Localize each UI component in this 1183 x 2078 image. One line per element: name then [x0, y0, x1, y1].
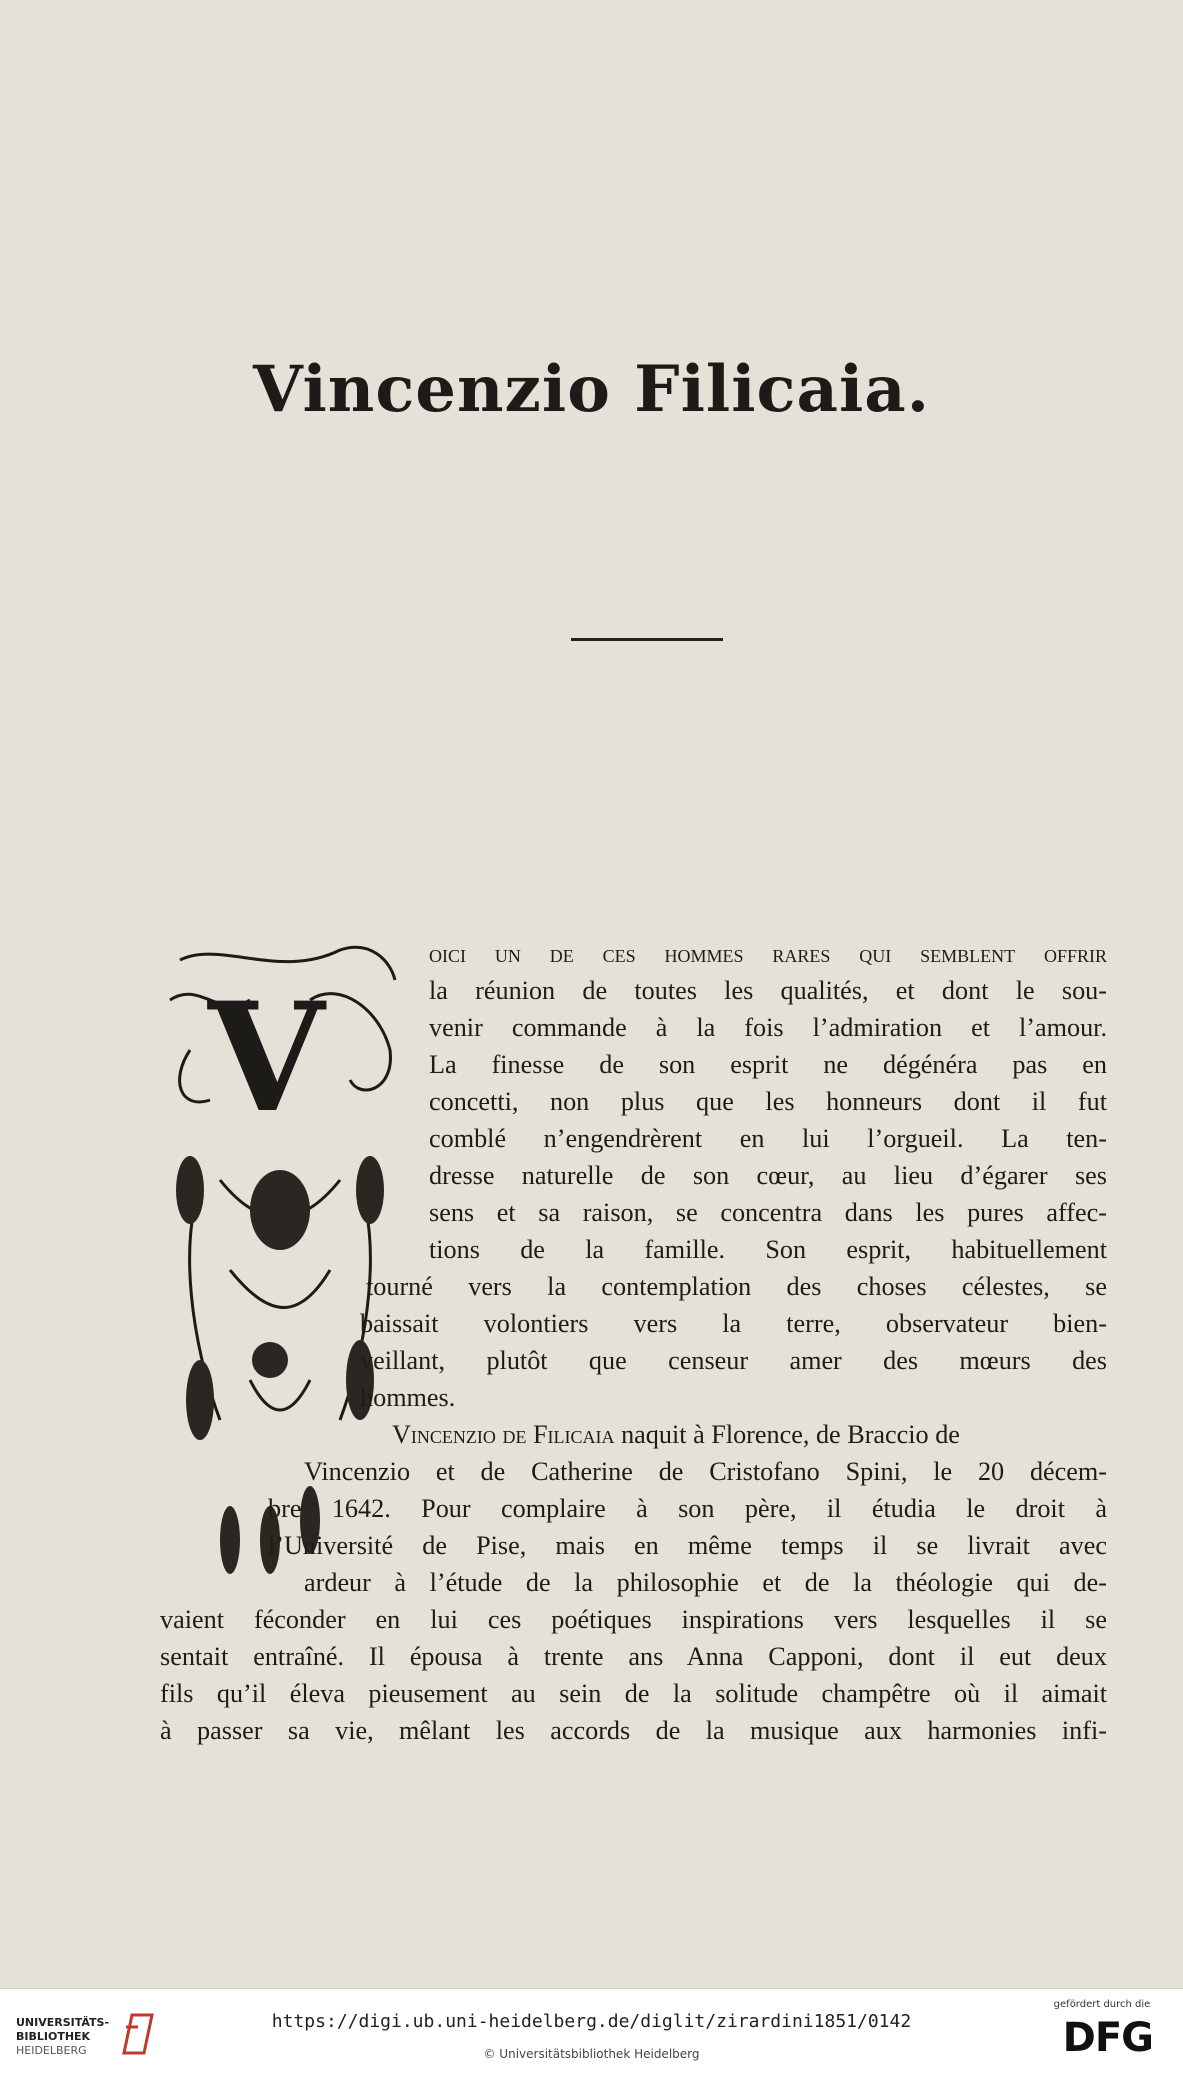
text-line: tions de la famille. Son esprit, habituellement [429, 1235, 1107, 1264]
text-line: oici un de ces hommes rares qui semblent offrir [429, 939, 1107, 968]
text-line: concetti, non plus que les honneurs dont il fut [429, 1087, 1107, 1116]
text-line: hommes. [360, 1383, 456, 1412]
text-line: dresse naturelle de son cœur, au lieu d’égarer ses [429, 1161, 1107, 1190]
text-line: sens et sa raison, se concentra dans les pures affec- [429, 1198, 1107, 1227]
text-line: naquit à Florence, de Braccio de [614, 1420, 960, 1449]
text-line: sentait entraîné. Il épousa à trente ans Anna Capponi, dont il eut deux [160, 1642, 1107, 1671]
text-line: ardeur à l’étude de la philosophie et de la théologie qui de- [304, 1568, 1107, 1597]
body-text [160, 935, 1107, 1749]
text-line: la réunion de toutes les qualités, et dont le sou- [429, 976, 1107, 1005]
text-line: l’Université de Pise, mais en même temps il se livrait avec [268, 1531, 1107, 1560]
text-line: veillant, plutôt que censeur amer des mœurs des [360, 1346, 1107, 1375]
text-line: La finesse de son esprit ne dégénéra pas en [429, 1050, 1107, 1079]
title-divider [571, 638, 723, 641]
text-line: venir commande à la fois l’admiration et l’amour. [429, 1013, 1107, 1042]
author-name: Vincenzio de Filicaia [392, 1420, 615, 1449]
funding-note: gefördert durch die [1053, 1999, 1151, 2010]
permalink-url[interactable]: https://digi.ub.uni-heidelberg.de/diglit/zirardini1851/0142 [271, 2011, 912, 2032]
copyright-notice: © Universitätsbibliothek Heidelberg [483, 2047, 700, 2061]
initial-letter: V [208, 970, 325, 1146]
text-line: fils qu’il éleva pieusement au sein de la solitude champêtre où il aimait [160, 1679, 1107, 1708]
dfg-logo[interactable]: DFG [1062, 2015, 1153, 2061]
library-name: UNIVERSITÄTS- BIBLIOTHEK HEIDELBERG [16, 2016, 110, 2057]
page-title: Vincenzio Filicaia. [252, 352, 931, 427]
text-line: bre 1642. Pour complaire à son père, il étudia le droit à [268, 1494, 1107, 1523]
text-line: vaient féconder en lui ces poétiques inspirations vers lesquelles il se [160, 1605, 1107, 1634]
viewer-footer [0, 1988, 1183, 2078]
text-line: à passer sa vie, mêlant les accords de la musique aux harmonies infi- [160, 1716, 1107, 1745]
text-line: tourné vers la contemplation des choses célestes, se [366, 1272, 1107, 1301]
text-line: baissait volontiers vers la terre, observateur bien- [360, 1309, 1107, 1338]
text-line: comblé n’engendrèrent en lui l’orgueil. La ten- [429, 1124, 1107, 1153]
text-line: Vincenzio et de Catherine de Cristofano Spini, le 20 décem- [304, 1457, 1107, 1486]
